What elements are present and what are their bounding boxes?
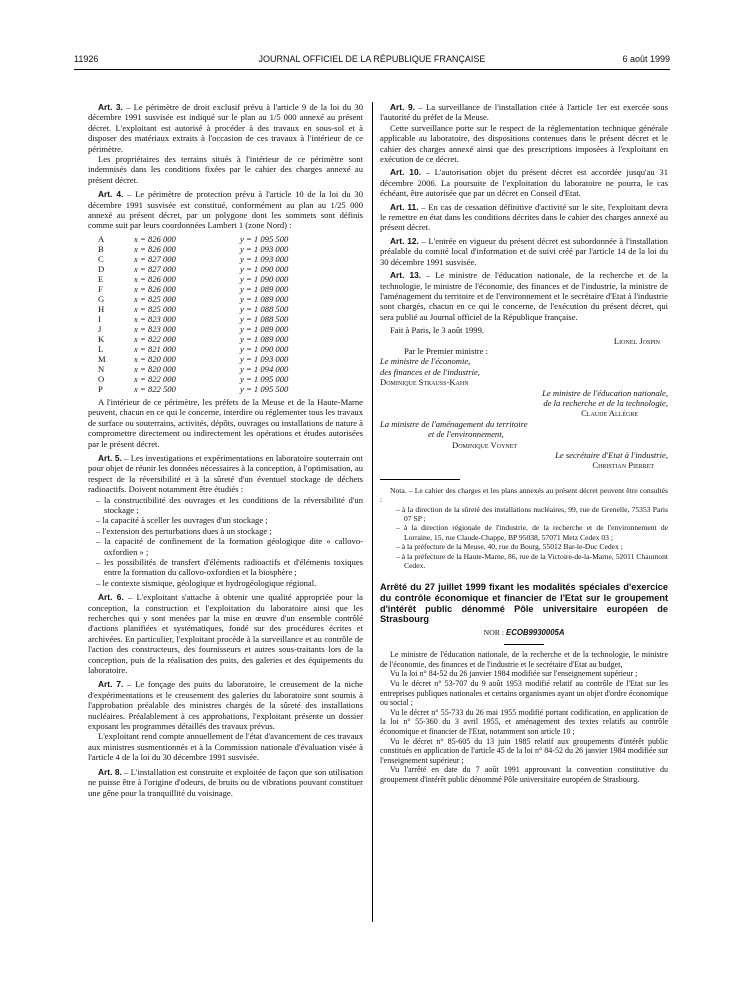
coordinate-y: y = 1 095 500 bbox=[240, 233, 289, 244]
signature-pm: Lionel Jospin bbox=[613, 335, 660, 346]
article-3: Art. 3. – Le périmètre de droit exclusif prévu à l'article 9 de la loi du 30 décembre 1991 susvisée est indiqué sur le plan au 1/5 000 annexé au présent décret. L'exploitant est autorisé à procéder à des travaux en sous-sol et à disposer des matériaux extraits à l'occasion de ces travaux à l'intérieur de ce périmètre. bbox=[88, 102, 363, 154]
coordinate-row bbox=[98, 274, 363, 284]
coordinate-row bbox=[98, 264, 363, 274]
coordinate-y: y = 1 094 000 bbox=[240, 363, 289, 374]
nota-list bbox=[380, 505, 668, 571]
coordinate-x: x = 826 000 bbox=[134, 273, 176, 284]
coordinate-row bbox=[98, 314, 363, 324]
coordinate-point: D bbox=[98, 263, 105, 274]
article-5: Art. 5. – Les investigations et expérimentations en laboratoire souterrain ont pour objet de réunir les données nécessaires à la conception, à l'optimisation, au respect de la réversibilité et à la sûreté d'un éventuel stockage de déchets radioactifs. Doivent notamment être étudiés : bbox=[88, 452, 363, 495]
minister-economy-title-2: des finances et de l'industrie, bbox=[380, 366, 480, 377]
coordinate-point: C bbox=[98, 253, 104, 264]
coordinate-row bbox=[98, 294, 363, 304]
coordinate-row bbox=[98, 364, 363, 374]
coordinate-x: x = 823 000 bbox=[134, 323, 176, 334]
coordinate-x: x = 826 000 bbox=[134, 233, 176, 244]
coordinate-y: y = 1 088 500 bbox=[240, 303, 289, 314]
secretary-industry-name: Christian Pierret bbox=[592, 460, 654, 471]
coordinate-y: y = 1 089 000 bbox=[240, 293, 289, 304]
coordinate-point: N bbox=[98, 363, 105, 374]
list-item: – la constructibilité des ouvrages et les conditions de la réversibilité d'un stockage ; bbox=[96, 494, 363, 515]
article-10: Art. 10. – L'autorisation objet du présent décret est accordée jusqu'au 31 décembre 2006. La poursuite de l'exploitation du laboratoire ne pourra, le cas échéant, être autorisée que par un décret en Conseil d'Etat. bbox=[380, 167, 668, 199]
coordinate-row bbox=[98, 334, 363, 344]
coordinate-row bbox=[98, 374, 363, 384]
coordinate-point: I bbox=[98, 313, 101, 324]
short-separator bbox=[504, 644, 544, 645]
article-9: Art. 9. – La surveillance de l'installation citée à l'article 1er est exercée sous l'autorité du préfet de la Meuse. bbox=[380, 102, 668, 123]
nota-block bbox=[380, 486, 668, 571]
coordinate-x: x = 822 000 bbox=[134, 333, 176, 344]
visa-paragraph: Vu la loi n° 84-52 du 26 janvier 1984 modifiée sur l'enseignement supérieur ; bbox=[390, 669, 638, 679]
article-11: Art. 11. – En cas de cessation définitive d'activité sur le site, l'exploitant devra le remettre en état dans les conditions décrites dans le cahier des charges annexé au présent décret. bbox=[380, 201, 668, 233]
coordinate-x: x = 826 000 bbox=[134, 283, 176, 294]
coordinate-point: L bbox=[98, 343, 104, 354]
header-rule bbox=[74, 69, 670, 70]
list-item: – la capacité à sceller les ouvrages d'un stockage ; bbox=[96, 515, 268, 526]
visas-block bbox=[380, 650, 668, 784]
list-item: – à la direction régionale de l'industrie, de la recherche et de l'environnement de Lorraine, 15, rue Claude-Chappe, BP 95038, 57071 Metz Cedex 03 ; bbox=[396, 523, 668, 542]
minister-education-name: Claude Allègre bbox=[581, 408, 638, 419]
coordinate-y: y = 1 089 000 bbox=[240, 323, 289, 334]
coordinate-y: y = 1 093 000 bbox=[240, 243, 289, 254]
coordinate-row bbox=[98, 324, 363, 334]
coordinate-x: x = 826 000 bbox=[134, 243, 176, 254]
coordinate-row bbox=[98, 254, 363, 264]
list-item: – à la préfecture de la Meuse, 40, rue du Bourg, 55012 Bar-le-Duc Cedex ; bbox=[396, 542, 623, 552]
list-item: – le contexte sismique, géologique et hydrogéologique régional. bbox=[96, 577, 317, 588]
coordinate-y: y = 1 093 000 bbox=[240, 253, 289, 264]
article-12: Art. 12. – L'entrée en vigueur du présent décret est subordonnée à l'installation préalable du comité local d'information et de suivi créé par l'article 14 de la loi du 30 décembre 1991 susvisée. bbox=[380, 235, 668, 267]
coordinate-y: y = 1 090 000 bbox=[240, 343, 289, 354]
right-column bbox=[380, 102, 668, 785]
arrete-title: Arrêté du 27 juillet 1999 fixant les modalités spéciales d'exercice du contrôle économique et financier de l'Etat sur le groupement d'intérêt public dénommé Pôle universitaire européen de Strasbourg bbox=[380, 582, 668, 625]
secretary-industry-title: Le secrétaire d'Etat à l'industrie, bbox=[555, 450, 668, 460]
journal-title: JOURNAL OFFICIEL DE LA RÉPUBLIQUE FRANÇAISE bbox=[258, 54, 486, 64]
page-header bbox=[74, 54, 670, 68]
coordinate-y: y = 1 090 000 bbox=[240, 273, 289, 284]
article-4-para-2: A l'intérieur de ce périmètre, les préfets de la Meuse et de la Haute-Marne peuvent, chacun en ce qui le concerne, interdire ou réglementer tous les travaux de surface ou souterrains, activités, dépôts, ouvrages ou installations de nature à compromettre directement ou indirectement les opérations et études autorisées par le présent décret. bbox=[88, 396, 363, 449]
coordinate-point: P bbox=[98, 383, 103, 394]
article-13: Art. 13. – Le ministre de l'éducation nationale, de la recherche et de la technologie, le ministre de l'économie, des finances et de l'industrie, la ministre de l'aménagement du territoire et de l'environnement et le secrétaire d'Etat à l'industrie sont chargés, chacun en ce qui le concerne, de l'exécution du présent décret, qui sera publié au Journal officiel de la République française. bbox=[380, 270, 668, 322]
visa-paragraph: Vu le décret n° 85-605 du 13 juin 1985 relatif aux groupements d'intérêt public constitués en application de l'article 45 de la loi n° 84-52 du 26 janvier 1984 modifiée sur l'enseignement supérieur ; bbox=[380, 736, 668, 765]
coordinate-y: y = 1 090 000 bbox=[240, 263, 289, 274]
page-number: 11926 bbox=[74, 54, 99, 64]
coordinate-y: y = 1 095 000 bbox=[240, 373, 289, 384]
coordinate-row bbox=[98, 244, 363, 254]
coordinate-y: y = 1 088 500 bbox=[240, 313, 289, 324]
coordinate-point: B bbox=[98, 243, 104, 254]
visa-paragraph: Le ministre de l'éducation nationale, de la recherche et de la technologie, le ministre de l'économie, des finances et de l'industrie et le secrétaire d'Etat au budget, bbox=[380, 650, 668, 669]
coordinate-row bbox=[98, 304, 363, 314]
coordinate-point: G bbox=[98, 293, 105, 304]
coordinate-point: F bbox=[98, 283, 103, 294]
visa-paragraph: Vu le décret n° 53-707 du 9 août 1953 modifié relatif au contrôle de l'Etat sur les entreprises publiques nationales et certains organismes ayant un objet d'ordre économique ou social ; bbox=[380, 679, 668, 708]
article-6: Art. 6. – L'exploitant s'attache à obtenir une qualité appropriée pour la conception, la construction et l'exploitation du laboratoire ainsi que les recherches qui y sont menées par la mise en œuvre d'un ensemble contrôlé d'actions planifiées et systématiques, fondé sur des procédures écrites et archivées. En particulier, l'exploitant procède à la surveillance et au contrôle de l'action des constructeurs, des fournisseurs et autres sous-traitants lors de la conception, puis de la réalisation des puits, des galeries et des équipements du laboratoire. bbox=[88, 592, 363, 676]
issue-date: 6 août 1999 bbox=[622, 54, 670, 64]
minister-economy-title-1: Le ministre de l'économie, bbox=[380, 356, 471, 367]
coordinate-row bbox=[98, 284, 363, 294]
list-item: – l'extension des perturbations dues à un stockage ; bbox=[96, 525, 272, 536]
coordinate-x: x = 821 000 bbox=[134, 343, 176, 354]
coordinate-point: O bbox=[98, 373, 105, 384]
coordinate-y: y = 1 089 000 bbox=[240, 333, 289, 344]
minister-education-title-1: Le ministre de l'éducation nationale, bbox=[542, 387, 668, 398]
coordinate-y: y = 1 089 000 bbox=[240, 283, 289, 294]
coordinate-x: x = 820 000 bbox=[134, 353, 176, 364]
minister-economy-name: Dominique Strauss-Kahn bbox=[380, 377, 469, 388]
list-item: – les possibilités de transfert d'éléments radioactifs et d'éléments toxiques entre la formation du callovo-oxfordien et la biosphère ; bbox=[96, 556, 363, 578]
coordinate-y: y = 1 093 000 bbox=[240, 353, 289, 364]
list-item: – à la direction de la sûreté des installations nucléaires, 99, rue de Grenelle, 75353 Paris 07 SP ; bbox=[396, 504, 668, 524]
coordinate-point: J bbox=[98, 323, 102, 334]
coordinate-point: M bbox=[98, 353, 106, 364]
column-divider bbox=[372, 102, 373, 922]
article-8: Art. 8. – L'installation est construite et exploitée de façon que son utilisation ne puisse être à l'origine d'odeurs, de bruits ou de vibrations pouvant constituer une gêne pour la tranquillité du voisinage. bbox=[88, 766, 363, 798]
coordinate-row bbox=[98, 354, 363, 364]
nor-code: ECOB9930005A bbox=[506, 627, 565, 637]
coordinate-row bbox=[98, 344, 363, 354]
list-item: – à la préfecture de la Haute-Marne, 86, rue de la Victoire-de-la-Marne, 52011 Chaumont Cedex. bbox=[396, 551, 668, 571]
coordinate-row bbox=[98, 384, 363, 394]
coordinate-x: x = 822 000 bbox=[134, 373, 176, 384]
visa-paragraph: Vu le décret n° 55-733 du 26 mai 1955 modifié portant codification, en application de la loi n° 55-360 du 3 avril 1955, et aménagement des textes relatifs au contrôle économique et financier de l'Etat, notamment son article 10 ; bbox=[380, 707, 668, 736]
coordinate-point: A bbox=[98, 233, 105, 244]
minister-environment-title-2: et de l'environnement, bbox=[428, 429, 504, 440]
coordinate-point: H bbox=[98, 303, 105, 314]
note-separator bbox=[380, 479, 460, 480]
coordinate-y: y = 1 095 500 bbox=[240, 383, 289, 394]
article-9-para-2: Cette surveillance porte sur le respect de la réglementation technique générale applicable au laboratoire, des dispositions contenues dans le présent décret et le cahier des charges annexé ainsi que des prescriptions imposées à l'exploitant en exécution de ce décret. bbox=[380, 122, 668, 165]
article-7: Art. 7. – Le fonçage des puits du laboratoire, le creusement de la niche d'expérimentations et le creusement des galeries du laboratoire sont soumis à l'approbation préalable des ministres chargés de la sûreté des installations nucléaires. Préalablement à ces approbations, l'exploitant présente un dossier exposant les programmes détaillés des travaux prévus. bbox=[88, 679, 363, 732]
coordinate-point: E bbox=[98, 273, 104, 284]
visa-paragraph: Vu l'arrêté en date du 7 août 1991 approuvant la convention constitutive du groupement d'intérêt public dénommé Pôle universitaire européen de Strasbourg. bbox=[380, 765, 668, 784]
coordinate-x: x = 827 000 bbox=[134, 253, 176, 264]
coordinate-x: x = 820 000 bbox=[134, 363, 176, 374]
coordinate-x: x = 823 000 bbox=[134, 313, 176, 324]
nota-lead: Nota. – Le cahier des charges et les plans annexés au présent décret peuvent être consultés : bbox=[380, 485, 668, 505]
coordinate-x: x = 825 000 bbox=[134, 293, 176, 304]
minister-environment-name: Dominique Voynet bbox=[452, 439, 518, 450]
minister-environment-title-1: La ministre de l'aménagement du territoire bbox=[380, 418, 528, 429]
minister-education-title-2: de la recherche et de la technologie, bbox=[543, 397, 668, 408]
article-3-para-2: Les propriétaires des terrains situés à l'intérieur de ce périmètre sont indemnisés dans les conditions fixées par le cahier des charges annexé au présent décret. bbox=[88, 154, 363, 185]
signature-place-date: Fait à Paris, le 3 août 1999. bbox=[390, 325, 485, 336]
left-column bbox=[88, 102, 363, 798]
coordinate-x: x = 827 000 bbox=[134, 263, 176, 274]
article-5-list bbox=[88, 495, 363, 589]
article-4: Art. 4. – Le périmètre de protection prévu à l'article 10 de la loi du 30 décembre 1991 susvisée est constitué, conformément au plan au 1/25 000 annexé au présent décret, par un polygone dont les sommets sont définis comme suit par leurs coordonnées Lambert 1 (zone Nord) : bbox=[88, 189, 363, 231]
nor-reference: NOR : ECOB9930005A bbox=[483, 627, 565, 637]
coordinate-point: K bbox=[98, 333, 105, 344]
coordinate-x: x = 825 000 bbox=[134, 303, 176, 314]
coordinate-x: x = 822 500 bbox=[134, 383, 176, 394]
signatures-block bbox=[380, 336, 668, 471]
coordinate-row bbox=[98, 234, 363, 244]
coordinates-table bbox=[98, 234, 363, 394]
par-le-premier-ministre: Par le Premier ministre : bbox=[404, 345, 489, 356]
article-7-para-2: L'exploitant rend compte annuellement de l'état d'avancement de ces travaux aux ministres susmentionnés et à la Commission nationale d'évaluation visée à l'article 4 de la loi du 30 décembre 1991 susvisée. bbox=[88, 731, 363, 763]
list-item: – la capacité de confinement de la formation géologique dite « callovo-oxfordien » ; bbox=[96, 536, 363, 557]
